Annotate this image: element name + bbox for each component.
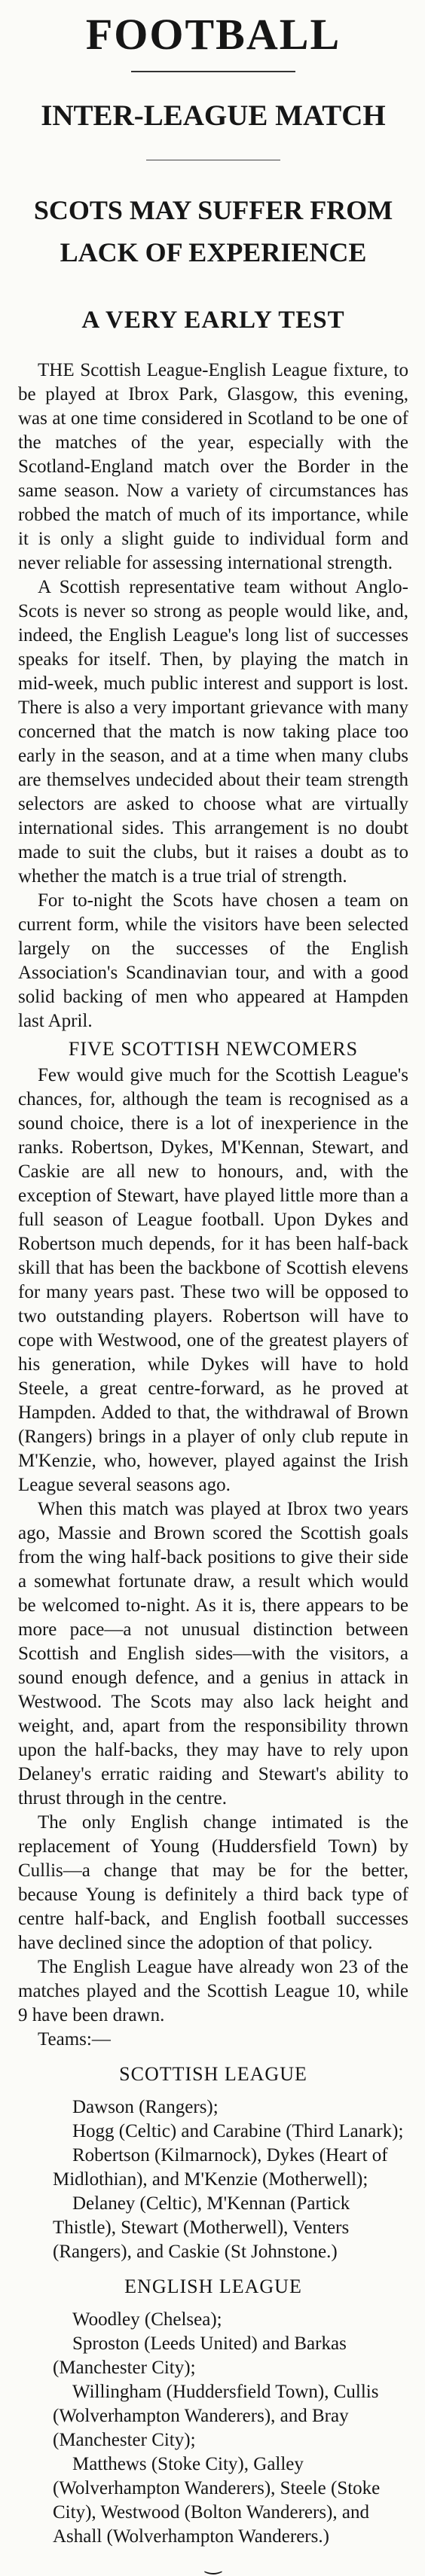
end-mark: ‿ xyxy=(205,2553,222,2574)
section-heading: FOOTBALL xyxy=(85,10,341,59)
paragraph: When this match was played at Ibrox two years ago, Massie and Brown scored the Scottish goals from the wing half-back positions to give their side a somewhat fortunate draw, a result which would be welcomed to-night. As it is, there appears to be more pace—a not unusual distinction between Scottish and English sides—with the visitors, a sound enough defence, and a genius in attack in Westwood. The Scots may also lack height and weight, and, apart from the responsibility thrown upon the half-backs, they may have to rely upon Delaney's erratic raiding and Stewart's ability to thrust through in the centre. xyxy=(18,1499,408,1808)
deck-line-1: SCOTS MAY SUFFER FROM xyxy=(33,195,393,225)
lineup-line: Sproston (Leeds United) and Barkas (Manchester City); xyxy=(53,2333,347,2378)
paragraph: THE Scottish League-English League fixture, to be played at Ibrox Park, Glasgow, this evening, was at one time considered in Scotland to be one of the matches of the year, especially with the Scotland-England match over the Border in the same season. Now a variety of circumstances has robbed the match of much of its importance, while it is only a slight guide to individual form and never reliable for assessing international strength. xyxy=(18,360,408,573)
cross-heading: FIVE SCOTTISH NEWCOMERS xyxy=(68,1038,359,1060)
deck-line-2: LACK OF EXPERIENCE xyxy=(60,237,367,267)
lineup-line: Delaney (Celtic), M'Kennan (Partick Thistle), Stewart (Motherwell), Venters (Rangers), and Caskie (St Johnstone.) xyxy=(53,2193,350,2262)
teams-label: Teams:— xyxy=(38,2029,111,2050)
article-body xyxy=(18,359,408,2576)
scottish-team-heading: SCOTTISH LEAGUE xyxy=(119,2063,307,2085)
paragraph: A Scottish representative team without Anglo-Scots is never so strong as people would like, and, indeed, the English League's long list of successes speaks for itself. Then, by playing the match in mid-week, much public interest and support is lost. There is also a very important grievance with many concerned that the match is now taking place too early in the season, and at a time when many clubs are themselves undecided about their team strength selectors are asked to choose what are virtually international sides. This arrangement is no doubt made to suit the clubs, but it raises a doubt as to whether the match is a true trial of strength. xyxy=(18,577,408,887)
article-headline: INTER-LEAGUE MATCH xyxy=(41,99,386,132)
lineup-line: Robertson (Kilmarnock), Dykes (Heart of Midlothian), and M'Kenzie (Motherwell); xyxy=(53,2145,388,2190)
lineup-line: Hogg (Celtic) and Carabine (Third Lanark); xyxy=(72,2121,404,2141)
heading-rule xyxy=(131,71,295,72)
section-subheading: A VERY EARLY TEST xyxy=(81,307,345,334)
lineup-line: Dawson (Rangers); xyxy=(72,2097,219,2117)
paragraph: The English League have already won 23 of the matches played and the Scottish League 10, while 9 have been drawn. xyxy=(18,1957,408,2025)
paragraph: The only English change intimated is the replacement of Young (Huddersfield Town) by Cullis—a change that may be for the better, because Young is definitely a third back type of centre half-back, and English football successes have declined since the adoption of that policy. xyxy=(18,1812,408,1953)
lineup-line: Woodley (Chelsea); xyxy=(72,2309,222,2330)
lineup-line: Willingham (Huddersfield Town), Cullis (Wolverhampton Wanderers), and Bray (Manchester City); xyxy=(53,2382,379,2450)
lineup-line: Matthews (Stoke City), Galley (Wolverhampton Wanderers), Steele (Stoke City), Westwood (Bolton Wanderers), and Ashall (Wolverhampton Wanderers.) xyxy=(53,2454,381,2547)
paragraph: For to-night the Scots have chosen a team on current form, while the visitors have been selected largely on the successes of the English Association's Scandinavian tour, and with a good solid backing of men who appeared at Hampden last April. xyxy=(18,890,408,1031)
article-deck xyxy=(18,189,408,273)
english-team-heading: ENGLISH LEAGUE xyxy=(124,2275,302,2297)
paragraph: Few would give much for the Scottish League's chances, for, although the team is recognised as a sound choice, there is a lot of inexperience in the ranks. Robertson, Dykes, M'Kennan, Stewart, and Caskie are all new to honours, and, with the exception of Stewart, have played little more than a full season of League football. Upon Dykes and Robertson much depends, for it has been half-back skill that has been the backbone of Scottish elevens for many years past. These two will be opposed to two outstanding players. Robertson will have to cope with Westwood, one of the greatest players of his generation, while Dykes will have to hold Steele, a great centre-forward, as he proved at Hampden. Added to that, the withdrawal of Brown (Rangers) brings in a player of only club repute in M'Kenzie, who, however, played against the Irish League several seasons ago. xyxy=(18,1065,408,1495)
